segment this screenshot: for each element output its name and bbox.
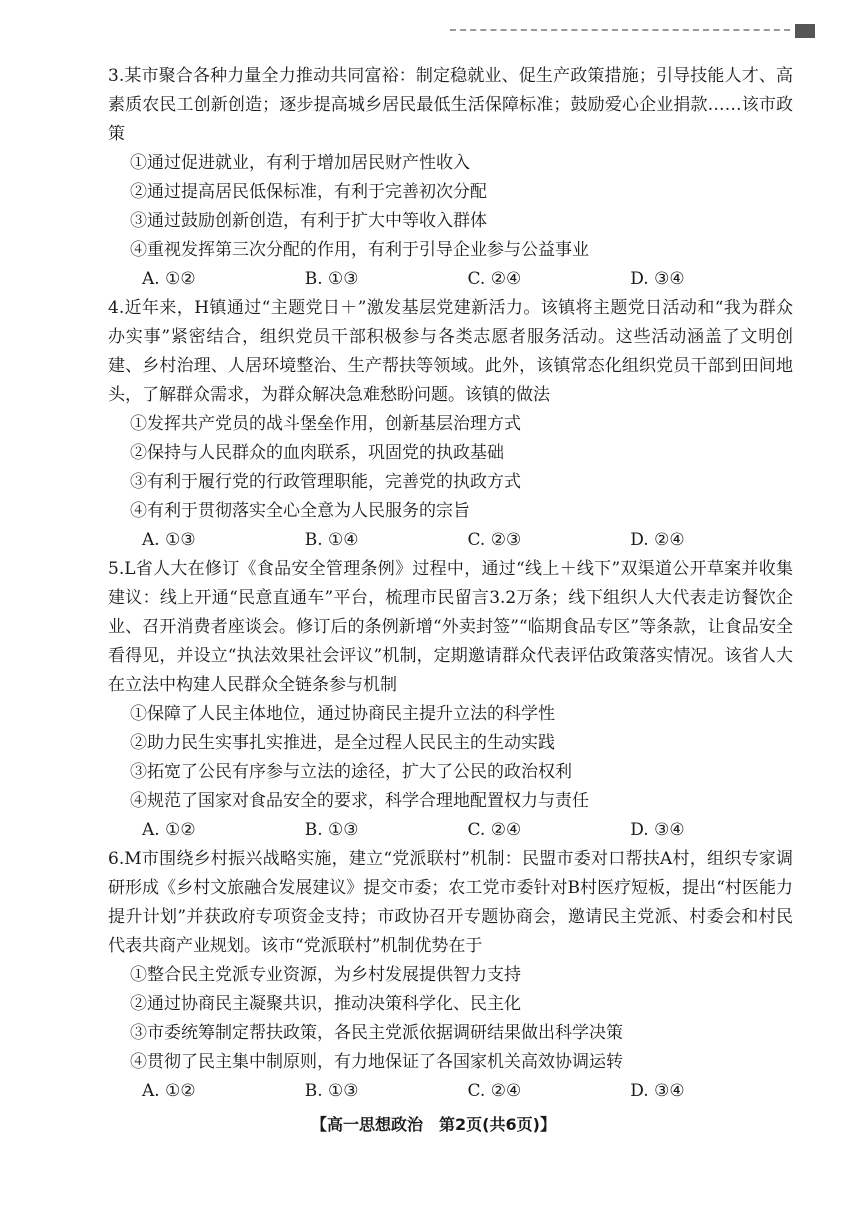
option-statement: ②保持与人民群众的血肉联系，巩固党的执政基础 <box>130 443 504 463</box>
option-statement: ②助力民生实事扎实推进，是全过程人民民主的生动实践 <box>130 733 555 753</box>
choice-d: D. ③④ <box>630 1081 685 1101</box>
answer-choices <box>108 526 793 555</box>
choice-a: A. ①③ <box>142 530 196 550</box>
option-statement: ③市委统筹制定帮扶政策，各民主党派依据调研结果做出科学决策 <box>130 1023 623 1043</box>
option-statement: ①通过促进就业，有利于增加居民财产性收入 <box>130 153 470 173</box>
choice-b: B. ①③ <box>304 1081 359 1101</box>
option-statement: ③有利于履行党的行政管理职能，完善党的执政方式 <box>130 472 521 492</box>
option-statement: ②通过提高居民低保标准，有利于完善初次分配 <box>130 182 487 202</box>
answer-choices <box>108 265 793 294</box>
choice-b: B. ①③ <box>304 820 359 840</box>
choice-a: A. ①② <box>142 820 196 840</box>
option-statement: ④贯彻了民主集中制原则，有力地保证了各国家机关高效协调运转 <box>130 1052 623 1072</box>
question-list <box>108 62 793 1106</box>
question-stem: 3.某市聚合各种力量全力推动共同富裕：制定稳就业、促生产政策措施；引导技能人才、高素质农民工创新创造；逐步提高城乡居民最低生活保障标准；鼓励爱心企业捐款……该市政策 <box>108 66 793 144</box>
choice-d: D. ②④ <box>630 530 685 550</box>
answer-choices <box>108 1077 793 1106</box>
question-3 <box>108 62 793 294</box>
option-statement: ④重视发挥第三次分配的作用，有利于引导企业参与公益事业 <box>130 240 589 260</box>
choice-d: D. ③④ <box>630 820 685 840</box>
option-statement: ④有利于贯彻落实全心全意为人民服务的宗旨 <box>130 501 470 521</box>
choice-a: A. ①② <box>142 1081 196 1101</box>
question-stem: 5.L省人大在修订《食品安全管理条例》过程中，通过“线上＋线下”双渠道公开草案并收集建议：线上开通“民意直通车”平台，梳理市民留言3.2万条；线下组织人大代表走访餐饮企业、召开消费者座谈会。修订后的条例新增“外卖封签”“临期食品专区”等条款，让食品安全看得见，并设立“执法效果社会评议”机制，定期邀请群众代表评估政策落实情况。该省人大在立法中构建人民群众全链条参与机制 <box>108 559 793 695</box>
option-statement: ④规范了国家对食品安全的要求，科学合理地配置权力与责任 <box>130 791 589 811</box>
question-4 <box>108 294 793 555</box>
scan-edge-line <box>450 29 790 31</box>
choice-c: C. ②④ <box>467 1081 522 1101</box>
question-stem: 4.近年来，H镇通过“主题党日＋”激发基层党建新活力。该镇将主题党日活动和“我为群众办实事”紧密结合，组织党员干部积极参与各类志愿者服务活动。这些活动涵盖了文明创建、乡村治理、人居环境整治、生产帮扶等领域。此外，该镇常态化组织党员干部到田间地头，了解群众需求，为群众解决急难愁盼问题。该镇的做法 <box>108 298 793 405</box>
choice-c: C. ②④ <box>467 269 522 289</box>
page-footer: 【高一思想政治 第2页(共6页)】 <box>311 1115 556 1134</box>
choice-a: A. ①② <box>142 269 196 289</box>
option-statement: ②通过协商民主凝聚共识，推动决策科学化、民主化 <box>130 994 521 1014</box>
option-statement: ①发挥共产党员的战斗堡垒作用，创新基层治理方式 <box>130 414 521 434</box>
question-5 <box>108 555 793 845</box>
choice-b: B. ①④ <box>304 530 359 550</box>
choice-b: B. ①③ <box>304 269 359 289</box>
choice-c: C. ②④ <box>467 820 522 840</box>
option-statement: ①整合民主党派专业资源，为乡村发展提供智力支持 <box>130 965 521 985</box>
choice-c: C. ②③ <box>467 530 522 550</box>
question-stem: 6.M市围绕乡村振兴战略实施，建立“党派联村”机制：民盟市委对口帮扶A村，组织专家调研形成《乡村文旅融合发展建议》提交市委；农工党市委针对B村医疗短板，提出“村医能力提升计划”并获政府专项资金支持；市政协召开专题协商会，邀请民主党派、村委会和村民代表共商产业规划。该市“党派联村”机制优势在于 <box>108 849 793 956</box>
question-6 <box>108 845 793 1106</box>
option-statement: ③拓宽了公民有序参与立法的途径，扩大了公民的政治权利 <box>130 762 572 782</box>
answer-choices <box>108 816 793 845</box>
scan-corner-mark <box>795 24 815 38</box>
choice-d: D. ③④ <box>630 269 685 289</box>
option-statement: ③通过鼓励创新创造，有利于扩大中等收入群体 <box>130 211 487 231</box>
option-statement: ①保障了人民主体地位，通过协商民主提升立法的科学性 <box>130 704 555 724</box>
